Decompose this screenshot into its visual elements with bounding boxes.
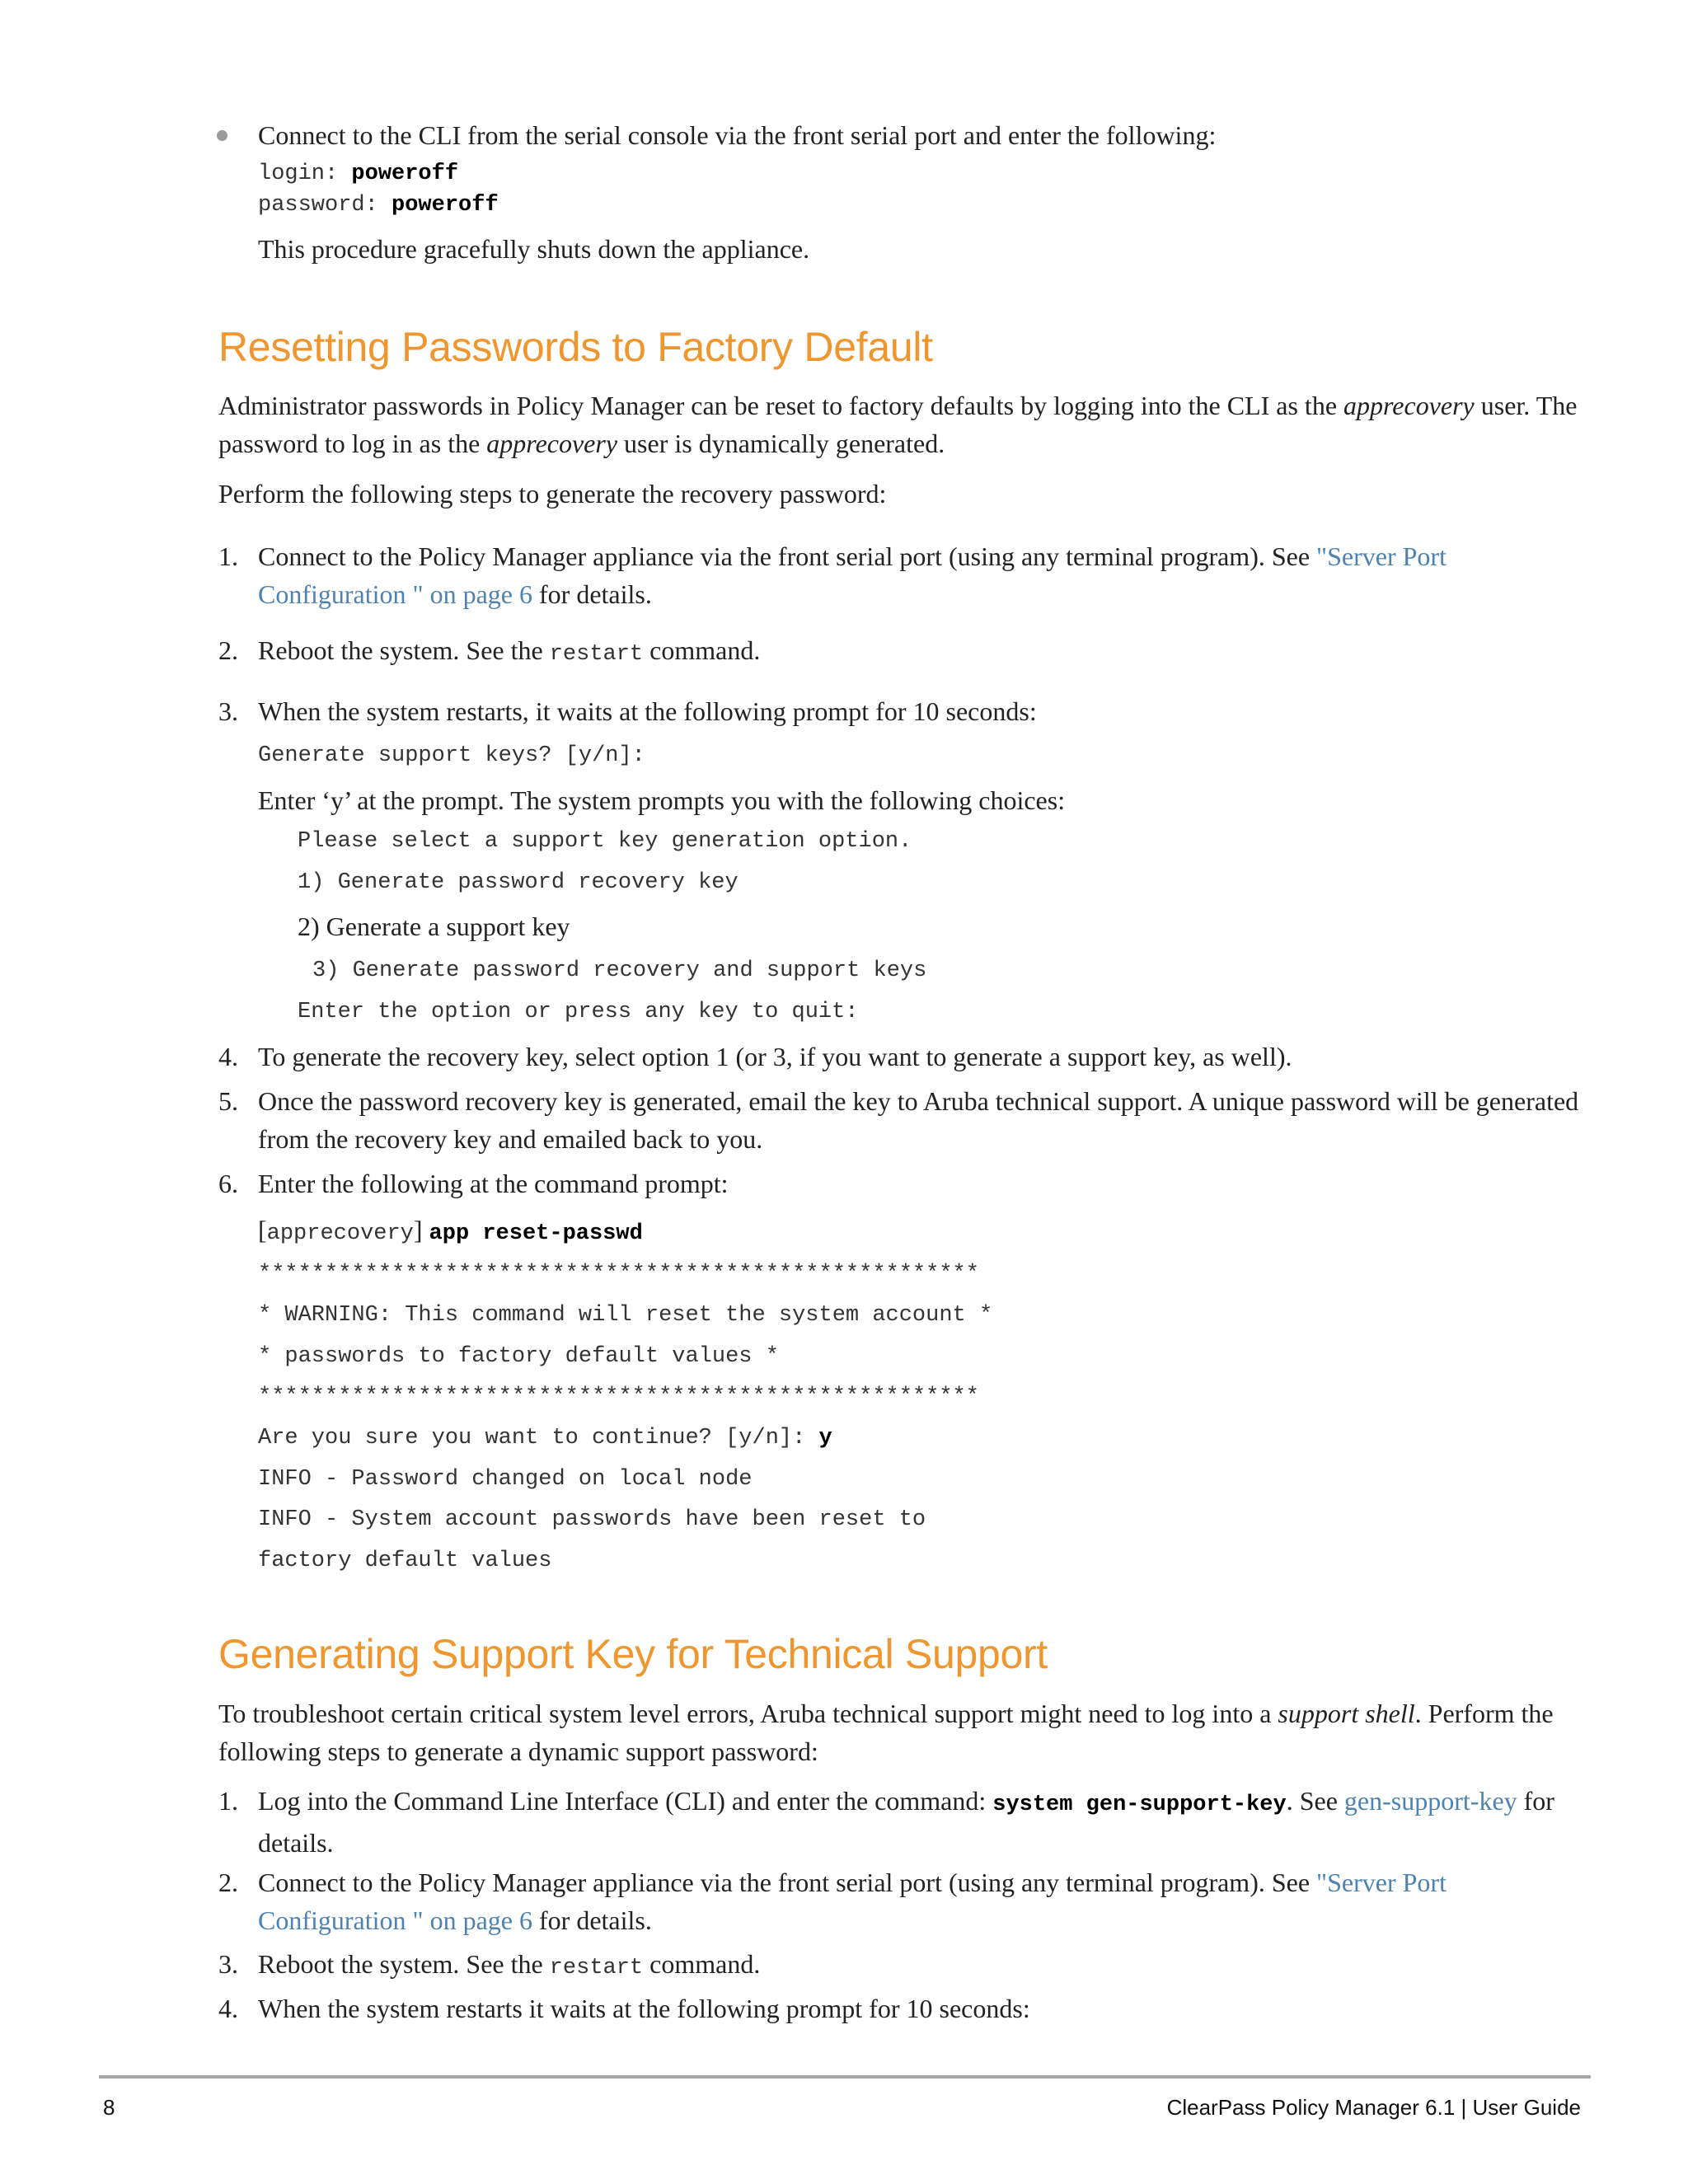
s2-step-4-text: When the system restarts it waits at the following prompt for 10 seconds:: [258, 1994, 1030, 2023]
s2-step-1-text: [258, 1782, 1577, 1862]
password-label: password:: [258, 193, 392, 218]
inline-code: restart: [549, 1956, 644, 1980]
step-6-text: Enter the following at the command prompt:: [258, 1169, 729, 1198]
section2-paragraph: [218, 1694, 1587, 1770]
footer-rule: [99, 2075, 1591, 2079]
step-text: command.: [643, 635, 761, 665]
option-line-serif: 2) Generate a support key: [298, 912, 570, 941]
intro-bullet-text: Connect to the CLI from the serial console via the front serial port and enter the following:: [258, 120, 1217, 150]
step-text: Reboot the system. See the: [258, 635, 550, 665]
code-generate-prompt: Generate support keys? [y/n]:: [258, 743, 645, 768]
code-info-line: INFO - System account passwords have been reset to: [258, 1507, 926, 1532]
step-number: 3.: [218, 1949, 238, 1979]
step-text: for details.: [532, 1905, 652, 1935]
confirm-answer: y: [818, 1426, 832, 1451]
step-number: 1.: [218, 1786, 238, 1816]
step-number: 4.: [218, 1994, 238, 2023]
step-number: 2.: [218, 1868, 238, 1897]
cli-user: apprecovery: [266, 1221, 414, 1246]
para-emphasis: support shell: [1278, 1699, 1415, 1728]
login-value: poweroff: [351, 162, 459, 186]
code-option-line: Enter the option or press any key to quit:: [298, 1000, 859, 1024]
step-number: 2.: [218, 635, 238, 665]
code-password-line: [258, 193, 499, 218]
password-value: poweroff: [392, 193, 499, 218]
para-text: Administrator passwords in Policy Manager can be reset to factory defaults by logging into the CLI as the: [218, 391, 1344, 420]
code-option-line: 3) Generate password recovery and support keys: [312, 958, 927, 983]
code-option-line: 1) Generate password recovery key: [298, 870, 738, 895]
code-stars-line: ******************************************************: [258, 1385, 979, 1409]
code-info-line: factory default values: [258, 1549, 552, 1573]
code-command-line: [258, 1211, 643, 1249]
inline-code: system gen-support-key: [992, 1793, 1287, 1817]
s2-step-2-text: [258, 1863, 1544, 1939]
step-text: for details.: [258, 1786, 1554, 1858]
step-text: . See: [1286, 1786, 1344, 1816]
code-login-line: [258, 162, 458, 186]
section-heading-support-key: Generating Support Key for Technical Support: [218, 1631, 1048, 1677]
intro-note: This procedure gracefully shuts down the appliance.: [258, 234, 810, 264]
step-number: 4.: [218, 1042, 238, 1071]
para-emphasis: apprecovery: [486, 429, 618, 458]
section1-paragraph: [218, 387, 1587, 462]
step-text: Connect to the Policy Manager appliance via the front serial port (using any terminal program). See: [258, 1868, 1317, 1897]
step-text: Log into the Command Line Interface (CLI) and enter the command:: [258, 1786, 993, 1816]
step-5-text: Once the password recovery key is generated, email the key to Aruba technical support. A unique password will be generated from the recovery key and emailed back to you.: [258, 1086, 1579, 1154]
code-confirm-line: [258, 1426, 832, 1451]
step-number: 3.: [218, 696, 238, 726]
footer-title: ClearPass Policy Manager 6.1 | User Guide: [1166, 2095, 1581, 2120]
para-emphasis: apprecovery: [1343, 391, 1475, 420]
step-1-text: [258, 537, 1544, 613]
para-text: user is dynamically generated.: [617, 429, 945, 458]
step-2-text: [258, 631, 1585, 673]
gen-support-key-link[interactable]: gen-support-key: [1343, 1786, 1517, 1816]
confirm-prompt: Are you sure you want to continue? [y/n]:: [258, 1426, 819, 1451]
step-3-text: When the system restarts, it waits at the following prompt for 10 seconds:: [258, 696, 1037, 726]
s2-step-3-text: [258, 1945, 1585, 1987]
step-text: Reboot the system. See the: [258, 1949, 550, 1979]
step-text: for details.: [532, 579, 652, 609]
code-stars-line: ******************************************************: [258, 1262, 979, 1286]
code-warning-line: * passwords to factory default values *: [258, 1344, 779, 1369]
login-label: login:: [258, 162, 352, 186]
code-option-line: Please select a support key generation option.: [298, 829, 912, 854]
inline-code: restart: [549, 642, 644, 667]
step-number: 6.: [218, 1169, 238, 1198]
para-text: . Perform the following steps to generate a dynamic support password:: [218, 1699, 1554, 1766]
bullet-icon: [217, 130, 227, 141]
step-number: 1.: [218, 541, 238, 571]
step-text: Connect to the Policy Manager appliance via the front serial port (using any terminal program). See: [258, 541, 1317, 571]
code-warning-line: * WARNING: This command will reset the system account *: [258, 1303, 993, 1328]
step-text: command.: [643, 1949, 761, 1979]
code-info-line: INFO - Password changed on local node: [258, 1467, 753, 1492]
step-number: 5.: [218, 1086, 238, 1116]
cli-command: app reset-passwd: [429, 1221, 643, 1246]
section-heading-reset-passwords: Resetting Passwords to Factory Default: [218, 324, 933, 370]
step-3-enter-text: Enter ‘y’ at the prompt. The system prompts you with the following choices:: [258, 785, 1066, 815]
para-text: user. The password to log in as the: [218, 391, 1578, 458]
server-port-config-link[interactable]: "Server Port Configuration " on page 6: [258, 541, 1447, 609]
bracket: [: [258, 1215, 267, 1244]
server-port-config-link[interactable]: "Server Port Configuration " on page 6: [258, 1868, 1447, 1935]
bracket: ]: [413, 1215, 429, 1244]
para-text: To troubleshoot certain critical system level errors, Aruba technical support might need to log into a: [218, 1699, 1278, 1728]
section1-intro-steps: Perform the following steps to generate the recovery password:: [218, 479, 887, 509]
footer-page-number: 8: [103, 2095, 115, 2120]
step-4-text: To generate the recovery key, select option 1 (or 3, if you want to generate a support key, as well).: [258, 1042, 1292, 1071]
